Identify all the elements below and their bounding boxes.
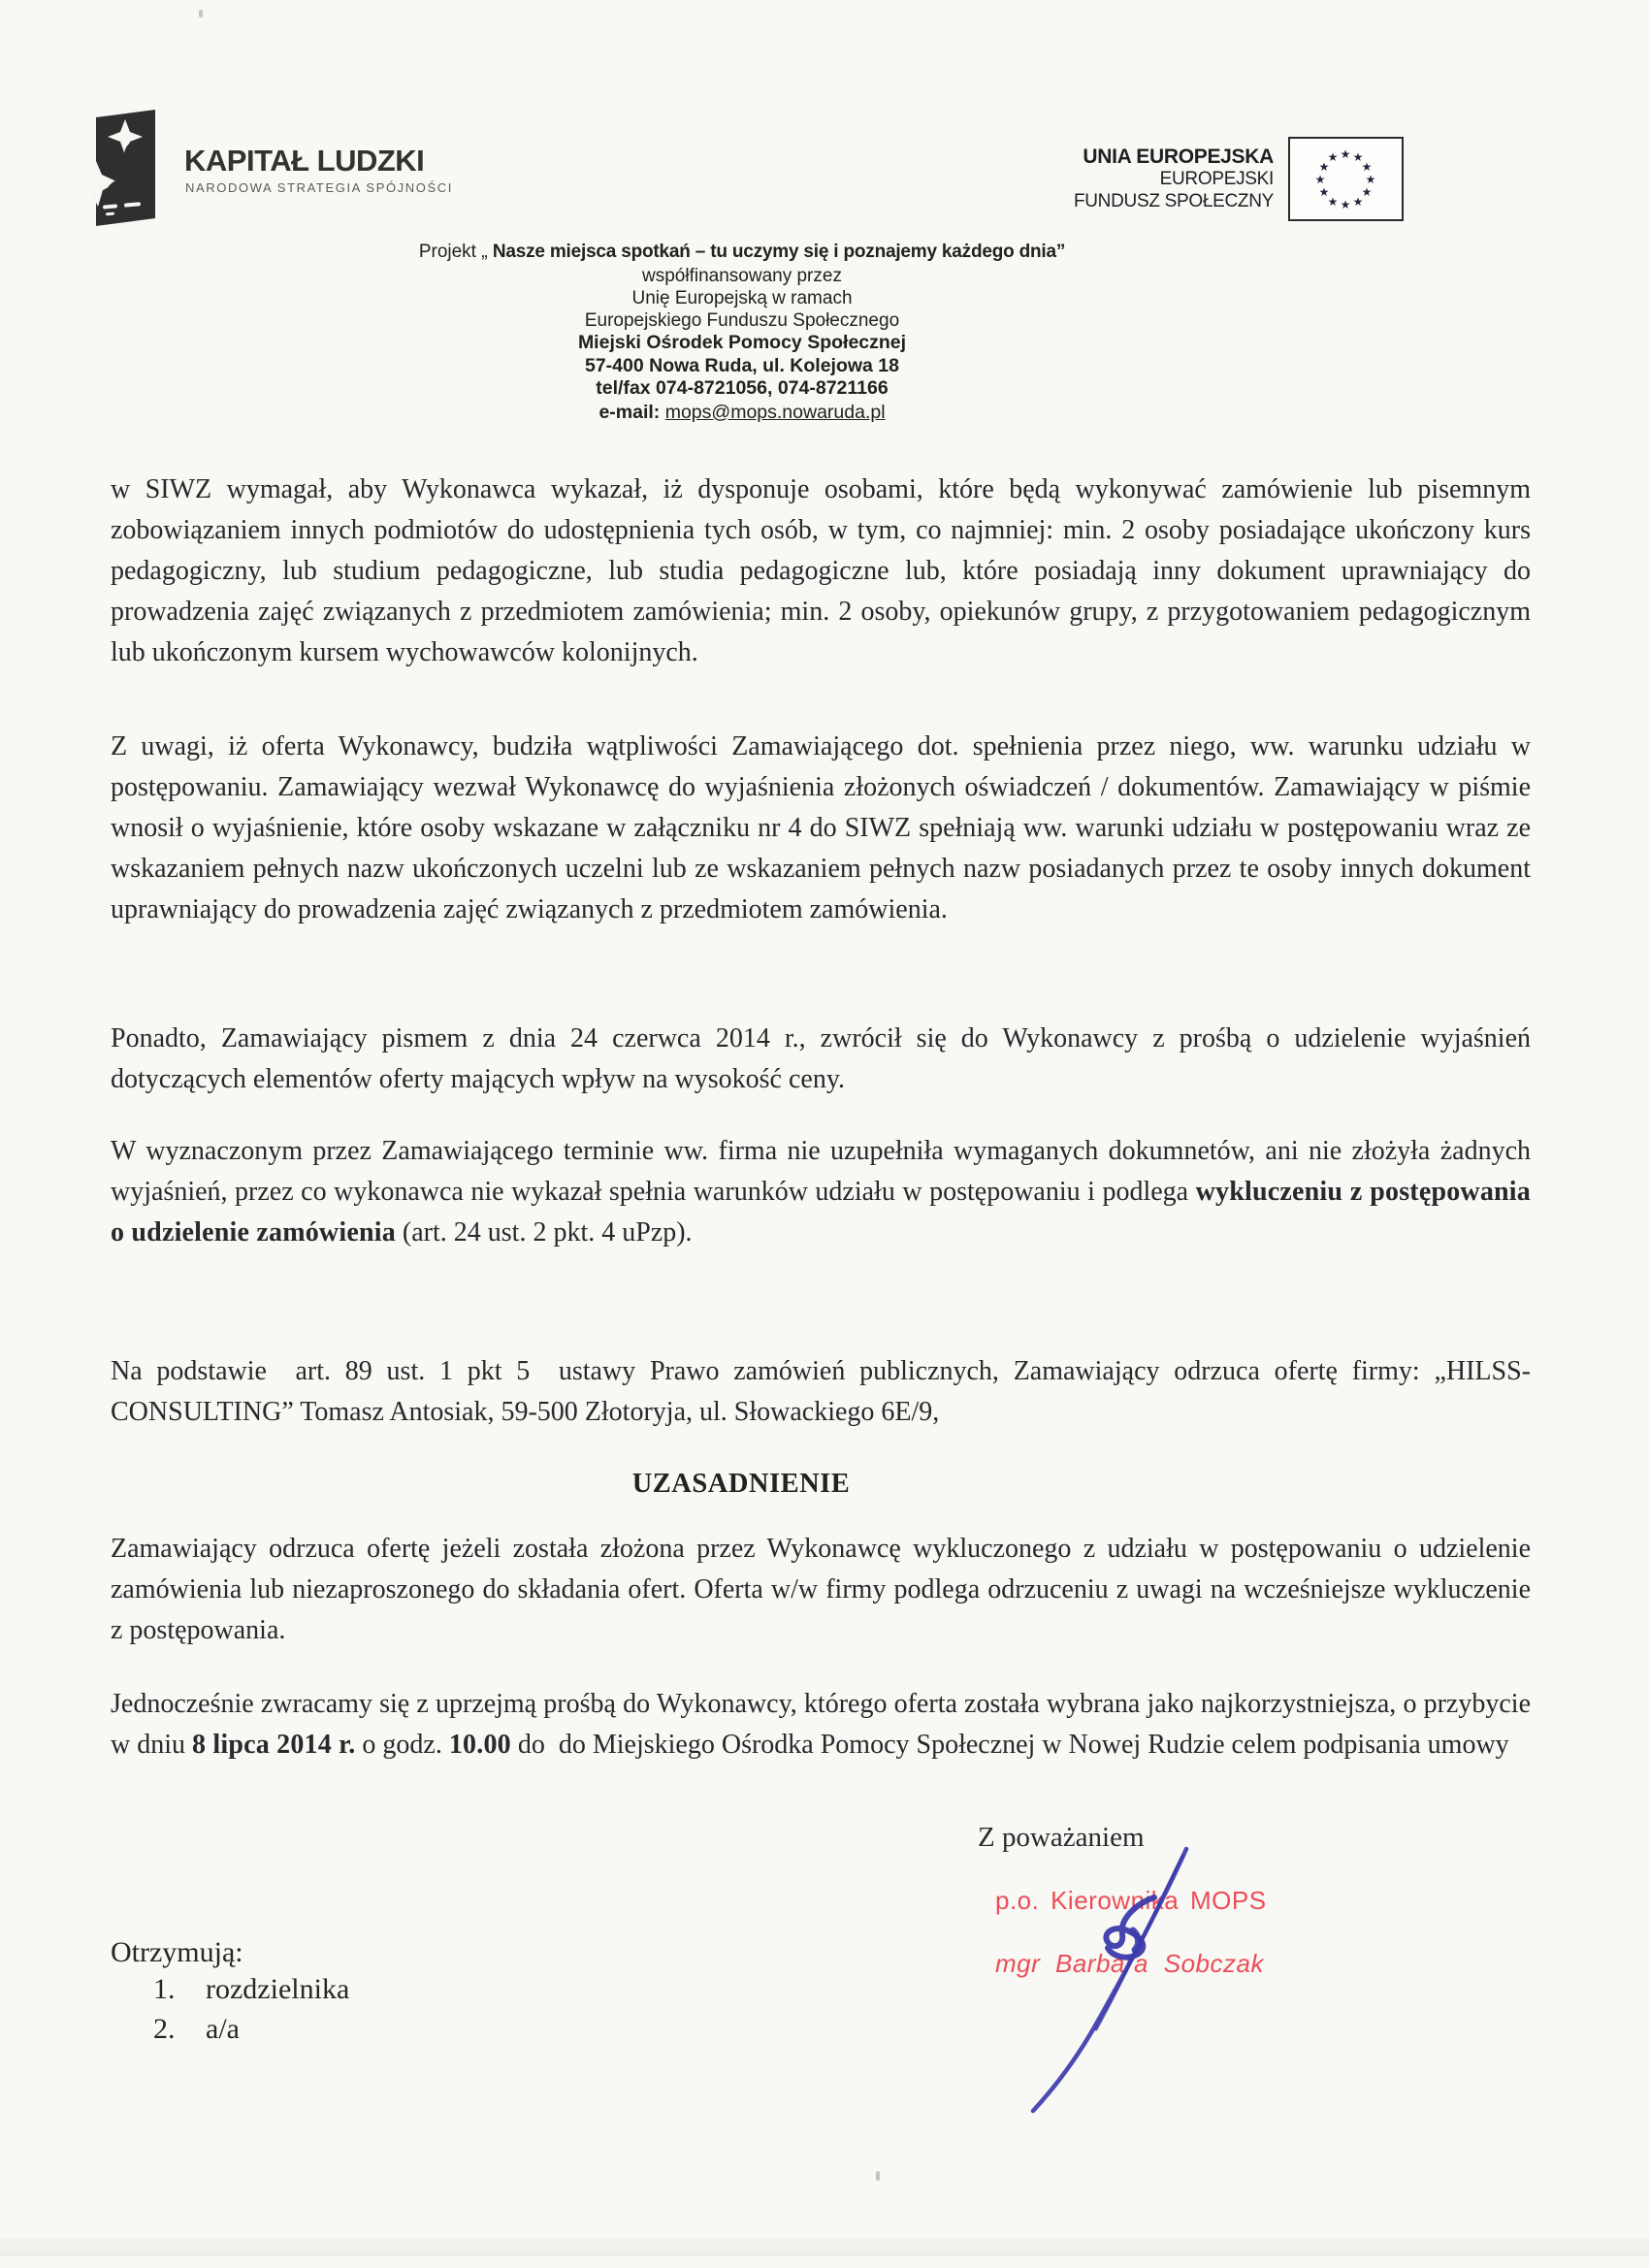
- kapital-ludzki-title: KAPITAŁ LUDZKI: [184, 144, 425, 178]
- svg-text:★: ★: [1340, 147, 1351, 161]
- distribution-item-text: rozdzielnika: [206, 1973, 350, 2005]
- paragraph-invitation: [111, 1684, 1537, 1766]
- org-email-line: [344, 401, 1140, 425]
- project-line-esf: Europejskiego Funduszu Społecznego: [584, 310, 900, 331]
- svg-text:★: ★: [1327, 150, 1339, 164]
- paragraph-exclusion: [111, 1131, 1538, 1253]
- eu-header-line1: UNIA EUROPEJSKA: [1083, 146, 1274, 168]
- paragraph-offer-rejection: Na podstawie art. 89 ust. 1 pkt 5 ustawy Prawo zamówień publicznych, Zamawiający odrzuca ofertę firmy: „HILSS-CONSULTING” Tomasz Antosiak, 59-500 Złotoryja, ul. Słowackiego 6E/9,: [111, 1356, 1531, 1427]
- stamp-signer-name: mgr Barbara Sobczak: [995, 1949, 1264, 1978]
- invitation-date-bold: 8 lipca 2014 r.: [192, 1730, 356, 1760]
- scan-speck: [199, 10, 203, 17]
- svg-text:★: ★: [1318, 160, 1330, 174]
- svg-text:★: ★: [1352, 195, 1364, 209]
- eu-header-line2: EUROPEJSKI: [1159, 169, 1274, 189]
- handwritten-signature: [999, 1833, 1203, 2124]
- kapital-ludzki-subtitle: NARODOWA STRATEGIA SPÓJNOŚCI: [185, 180, 453, 195]
- paragraph-doubts-clarification: Z uwagi, iż oferta Wykonawcy, budziła wątpliwości Zamawiającego dot. spełnienia przez niego, ww. warunku udziału w postępowaniu. Zamawiający wezwał Wykonawcę do wyjaśnienia złożonych oświadczeń / dokumentów. Zamawiający w piśmie wnosił o wyjaśnienie, które osoby wskazane w załączniku nr 4 do SIWZ spełniają ww. warunki udziału w postępowaniu wraz ze wskazaniem pełnych nazw ukończonych uczelni lub ze wskazaniem pełnych nazw posiadanych przez te osoby innych dokument uprawniający do prowadzenia zajęć związanych z przedmiotem zamówienia.: [111, 731, 1537, 924]
- distribution-item-number: 2.: [153, 2013, 176, 2045]
- paragraph-price-explanation-request: Ponadto, Zamawiający pismem z dnia 24 czerwca 2014 r., zwrócił się do Wykonawcy z prośbą o udzielenie wyjaśnień dotyczących elementów oferty mających wpływ na wysokość ceny.: [111, 1023, 1537, 1094]
- paragraph-justification: Zamawiający odrzuca ofertę jeżeli została złożona przez Wykonawcę wykluczonego z udziału w postępowaniu o udzielenie zamówienia lub niezaproszonego do składania ofert. Oferta w/w firmy podlega odrzuceniu z uwagi na wcześniejsze wykluczenie z postępowania.: [111, 1534, 1537, 1645]
- svg-text:★: ★: [1361, 160, 1373, 174]
- invitation-text: Jednocześnie zwracamy się z uprzejmą prośbą do Wykonawcy, którego oferta została wybrana jako najkorzystniejsza, o przybycie w dniu: [111, 1689, 1537, 1760]
- svg-text:★: ★: [1318, 185, 1330, 199]
- distribution-item-text: a/a: [206, 2013, 240, 2045]
- project-line-eu: Unię Europejską w ramach: [631, 288, 853, 308]
- invitation-middle: o godz.: [355, 1730, 449, 1760]
- paragraph-siwz-requirements: w SIWZ wymagał, aby Wykonawca wykazał, iż dysponuje osobami, które będą wykonywać zamówienie lub pisemnym zobowiązaniem innych podmiotów do udostępnienia tych osób, w tym, co najmniej: min. 2 osoby posiadające ukończony kurs pedagogiczny, lub studium pedagogiczne, lub studia pedagogiczne lub, które posiadają inny dokument uprawniający do prowadzenia zajęć związanych z przedmiotem zamówienia; min. 2 osoby, opiekunów grupy, z przygotowaniem pedagogicznym lub ukończonym kursem wychowawców kolonijnych.: [111, 474, 1537, 667]
- valediction: Z poważaniem: [978, 1822, 1145, 1853]
- org-phone: tel/fax 074-8721056, 074-8721166: [596, 377, 889, 399]
- project-title-prefix: Projekt „: [418, 242, 493, 262]
- stamp-position-title: p.o. Kierownika MOPS: [995, 1886, 1267, 1915]
- email-label: e-mail:: [598, 401, 665, 423]
- project-info-block: [344, 240, 1140, 425]
- eu-header-line3: FUNDUSZ SPOŁECZNY: [1073, 191, 1274, 211]
- svg-text:★: ★: [1340, 198, 1351, 211]
- svg-text:★: ★: [1352, 150, 1364, 164]
- scan-bottom-edge: [0, 2239, 1649, 2256]
- distribution-list-label: Otrzymują:: [111, 1936, 243, 1968]
- org-address: 57-400 Nowa Ruda, ul. Kolejowa 18: [584, 354, 900, 376]
- eu-flag-icon: [1288, 137, 1404, 221]
- svg-text:★: ★: [1314, 173, 1326, 186]
- project-title-bold: Nasze miejsca spotkań – tu uczymy się i poznajemy każdego dnia”: [492, 242, 1066, 262]
- exclusion-bold: wykluczeniu z postępowania o udzielenie zamówienia: [111, 1177, 1538, 1247]
- scan-speck: [876, 2171, 880, 2181]
- section-heading-uzasadnienie: UZASADNIENIE: [631, 1469, 851, 1499]
- kapital-ludzki-logo-icon: [74, 107, 157, 229]
- email-address: mops@mops.nowaruda.pl: [664, 401, 886, 423]
- svg-text:★: ★: [1327, 195, 1339, 209]
- project-title-line: [344, 240, 1140, 265]
- eu-header-text: [873, 146, 1274, 212]
- org-name: Miejski Ośrodek Pomocy Społecznej: [577, 332, 907, 353]
- svg-text:★: ★: [1365, 173, 1376, 186]
- invitation-tail: do do Miejskiego Ośrodka Pomocy Społecznej w Nowej Rudzie celem podpisania umowy: [510, 1730, 1509, 1760]
- distribution-item-number: 1.: [153, 1973, 176, 2005]
- exclusion-text: W wyznaczonym przez Zamawiającego terminie ww. firma nie uzupełniła wymaganych dokumnetów, ani nie złożyła żadnych wyjaśnień, przez co wykonawca nie wykazał spełnia warunków udziału w postępowaniu i podlega: [111, 1136, 1537, 1207]
- svg-text:★: ★: [1361, 185, 1373, 199]
- exclusion-legal-basis: (art. 24 ust. 2 pkt. 4 uPzp).: [395, 1217, 693, 1247]
- invitation-time-bold: 10.00: [448, 1730, 511, 1760]
- project-line-cofinanced: współfinansowany przez: [642, 266, 842, 286]
